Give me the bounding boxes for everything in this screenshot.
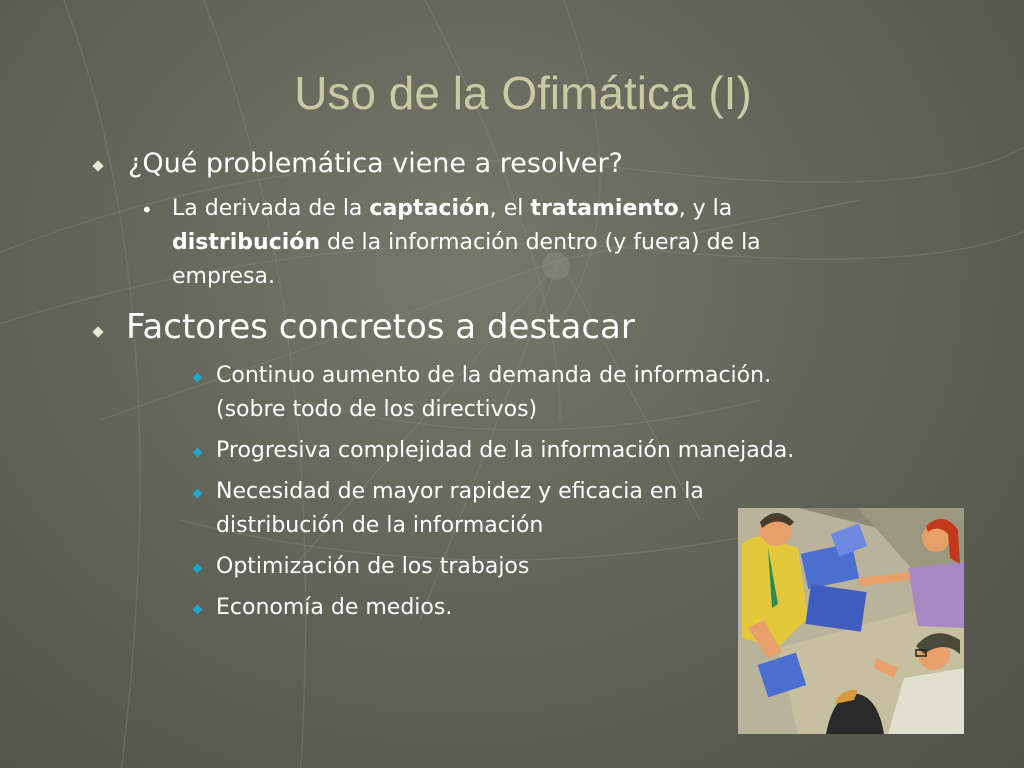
factor-item-1-line-2: (sobre todo de los directivos): [216, 397, 538, 422]
sub-bullet-line-2: distribución de la información dentro (y fuera) de la: [172, 230, 761, 255]
sub-bullet-line-1: La derivada de la captación, el tratamiento, y la: [172, 196, 733, 221]
factor-item-4-line-1: Optimización de los trabajos: [216, 554, 530, 579]
business-meeting-clipart-icon: [738, 508, 964, 734]
bullet-heading-problem: ¿Qué problemática viene a resolver?: [128, 148, 623, 179]
factor-item-5-line-1: Economía de medios.: [216, 595, 453, 620]
dot-bullet-icon: •: [141, 198, 153, 222]
factor-item-2-line-1: Progresiva complejidad de la información manejada.: [216, 438, 795, 463]
slide-title: Uso de la Ofimática (I): [294, 67, 752, 119]
factor-item-3-line-2: distribución de la información: [216, 513, 544, 538]
sub-bullet-line-3: empresa.: [172, 264, 275, 289]
factor-item-3-line-1: Necesidad de mayor rapidez y eficacia en la: [216, 479, 704, 504]
factor-item-1-line-1: Continuo aumento de la demanda de información.: [216, 363, 772, 388]
bullet-heading-factors: Factores concretos a destacar: [126, 307, 635, 347]
